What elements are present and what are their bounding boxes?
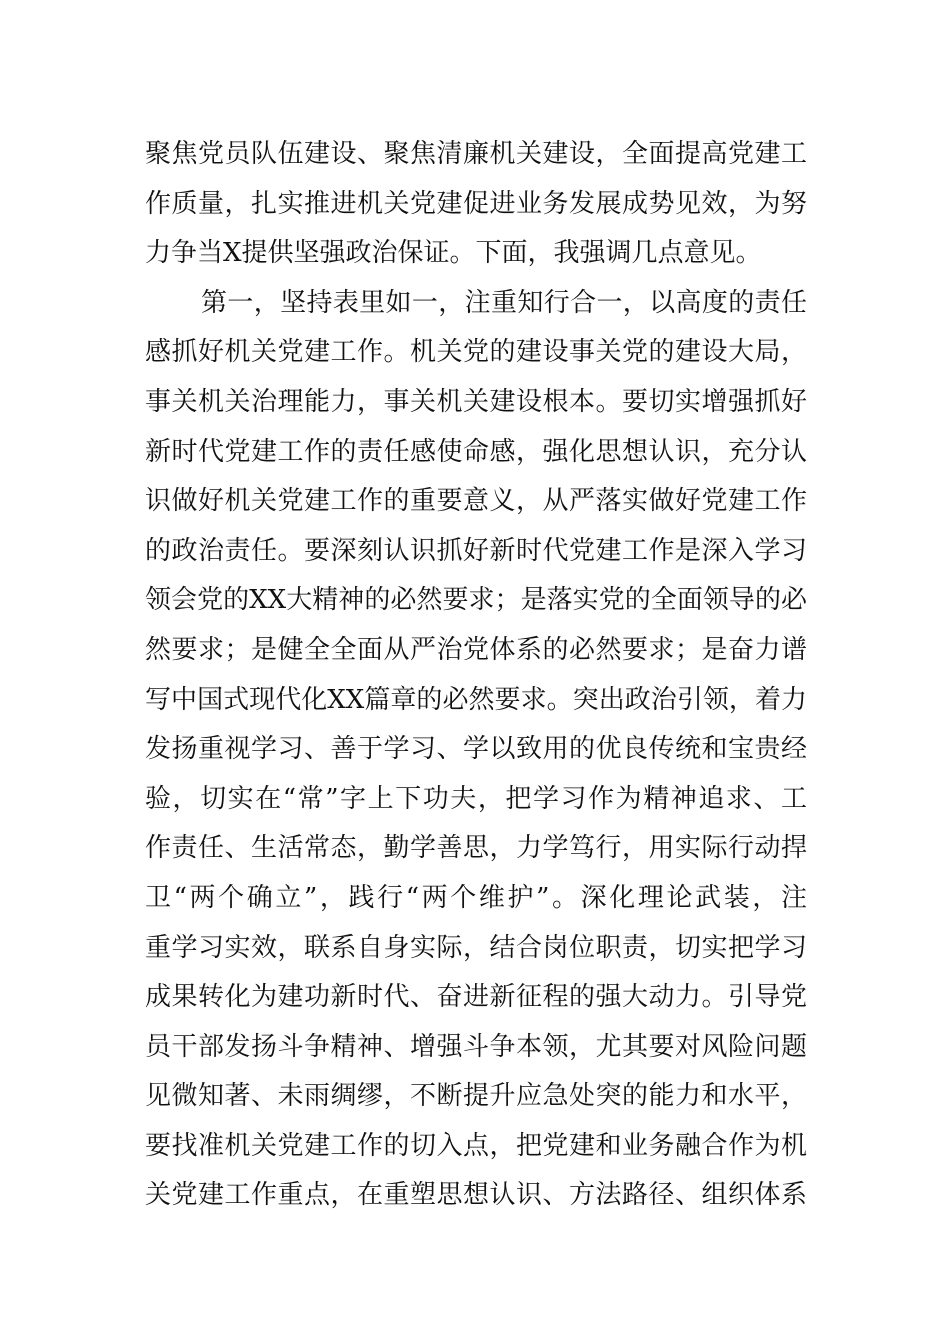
text-line: 成果转化为建功新时代、奋进新征程的强大动力。引导党 [145, 982, 807, 1013]
text-line: 作质量，扎实推进机关党建促进业务发展成势见效，为努 [145, 188, 807, 219]
text-line: 关党建工作重点，在重塑思想认识、方法路径、组织体系 [145, 1180, 807, 1211]
text-line: 要找准机关党建工作的切入点，把党建和业务融合作为机 [145, 1130, 807, 1161]
body-text [145, 130, 807, 1221]
text-line: 新时代党建工作的责任感使命感，强化思想认识，充分认 [145, 436, 807, 467]
text-line: 识做好机关党建工作的重要意义，从严落实做好党建工作 [145, 486, 807, 517]
text-line: 事关机关治理能力，事关机关建设根本。要切实增强抓好 [145, 386, 807, 417]
text-line: 员干部发扬斗争精神、增强斗争本领，尤其要对风险问题 [145, 1031, 807, 1062]
text-line: 发扬重视学习、善于学习、学以致用的优良传统和宝贵经 [145, 734, 807, 765]
text-line: 聚焦党员队伍建设、聚焦清廉机关建设，全面提高党建工 [145, 139, 807, 169]
paragraph-first-line: 第一，坚持表里如一，注重知行合一，以高度的责任 [201, 287, 807, 318]
text-line: 力争当X提供坚强政治保证。下面，我强调几点意见。 [145, 238, 762, 269]
text-line: 感抓好机关党建工作。机关党的建设事关党的建设大局， [145, 337, 807, 368]
text-line: 重学习实效，联系自身实际，结合岗位职责，切实把学习 [145, 932, 807, 963]
text-line: 验，切实在“常”字上下功夫，把学习作为精神追求、工 [145, 783, 807, 814]
text-line: 写中国式现代化XX篇章的必然要求。突出政治引领，着力 [145, 684, 807, 715]
text-line: 领会党的XX大精神的必然要求；是落实党的全面领导的必 [145, 585, 807, 616]
text-line: 卫“两个确立”，践行“两个维护”。深化理论武装，注 [145, 882, 807, 913]
text-line: 作责任、生活常态，勤学善思，力学笃行，用实际行动捍 [145, 833, 807, 864]
text-line: 的政治责任。要深刻认识抓好新时代党建工作是深入学习 [145, 535, 807, 566]
text-line: 见微知著、未雨绸缪，不断提升应急处突的能力和水平， [145, 1081, 807, 1112]
text-line: 然要求；是健全全面从严治党体系的必然要求；是奋力谱 [145, 634, 807, 665]
